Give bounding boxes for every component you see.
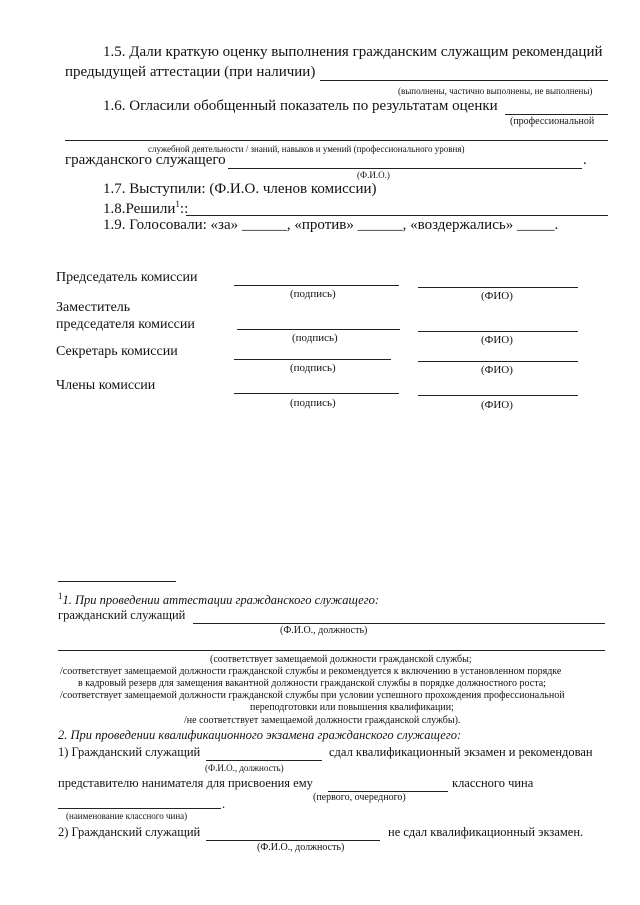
members-name-line[interactable] (418, 395, 578, 396)
item-1-8 (103, 199, 188, 218)
secretary-name-hint: (ФИО) (481, 364, 513, 376)
secretary-label: Секретарь комиссии (56, 344, 178, 359)
deputy-label-1: Заместитель (56, 300, 131, 315)
footnote-1-opt1: (соответствует замещаемой должности гражданской службы; (210, 654, 472, 665)
chair-name-hint: (ФИО) (481, 290, 513, 302)
secretary-sign-line[interactable] (234, 359, 391, 360)
score-field[interactable] (505, 114, 608, 115)
recommendations-field[interactable] (320, 80, 608, 81)
chair-label: Председатель комиссии (56, 270, 198, 285)
footnote-1-hint: (Ф.И.О., должность) (280, 625, 368, 636)
footnote-1-civil: гражданский служащий (58, 608, 186, 622)
item-1-6-hint3: (Ф.И.О.) (357, 170, 390, 180)
footnote-2-l3b: не сдал квалификационный экзамен. (388, 825, 584, 839)
chair-name-line[interactable] (418, 287, 578, 288)
item-1-6-line1: 1.6. Огласили обобщенный показатель по результатам оценки (103, 98, 498, 114)
item-1-9: 1.9. Голосовали: «за» ______, «против» ______, «воздержались» _____. (103, 217, 559, 233)
footnote-2-l2b: классного чина (452, 776, 534, 790)
secretary-sign-hint: (подпись) (290, 362, 336, 374)
footnote-1-name-line[interactable] (193, 623, 605, 624)
employee-name-field[interactable] (228, 168, 582, 169)
footnote-1-num: 1 (58, 591, 63, 601)
footnote-2-hint1: (Ф.И.О., должность) (205, 763, 284, 773)
item-1-8-tail: :: (179, 201, 189, 217)
footnote-1-opt3b: переподготовки или повышения квалификации; (250, 702, 454, 713)
footnote-2-dot: . (222, 797, 226, 811)
deputy-label-2: председателя комиссии (56, 317, 195, 332)
score-field-cont[interactable] (65, 140, 608, 141)
footnote-1-title-text: 1. При проведении аттестации гражданского служащего: (62, 593, 380, 608)
secretary-name-line[interactable] (418, 361, 578, 362)
members-sign-line[interactable] (234, 393, 399, 394)
footnote-2-l2a: представителю нанимателя для присвоения ему (58, 776, 313, 790)
members-name-hint: (ФИО) (481, 399, 513, 411)
item-1-6-end: . (583, 152, 587, 168)
footnote-1-opt2b: в кадровый резерв для замещения вакантной должности гражданской службы в порядке должностного роста; (78, 678, 546, 689)
footnote-ref: 1 (175, 199, 180, 209)
item-1-8-label: 1.8.Решили (103, 201, 176, 217)
footnote-2-name-line-1[interactable] (206, 760, 322, 761)
members-sign-hint: (подпись) (290, 397, 336, 409)
footnote-1-opt3a: /соответствует замещаемой должности гражданской службы при условии успешного прохождения профессиональной (60, 690, 565, 701)
members-label: Члены комиссии (56, 378, 156, 393)
item-1-5-line1: 1.5. Дали краткую оценку выполнения гражданским служащим рекомендаций (103, 44, 603, 60)
item-1-5-line2: предыдущей аттестации (при наличии) (65, 64, 316, 80)
footnote-separator (58, 581, 176, 582)
decision-field[interactable] (186, 215, 608, 216)
footnote-1-opt2a: /соответствует замещаемой должности гражданской службы и рекомендуется к включению в установленном порядке (60, 666, 562, 677)
footnote-2-l1a: 1) Гражданский служащий (58, 745, 201, 759)
footnote-2-hint3: (наименование классного чина) (66, 811, 188, 821)
footnote-2-class-line[interactable] (58, 808, 221, 809)
deputy-sign-hint: (подпись) (292, 332, 338, 344)
item-1-7: 1.7. Выступили: (Ф.И.О. членов комиссии) (103, 181, 377, 197)
chair-sign-line[interactable] (234, 285, 399, 286)
footnote-2-name-line-2[interactable] (206, 840, 380, 841)
footnote-2-hint4: (Ф.И.О., должность) (257, 842, 345, 853)
deputy-name-hint: (ФИО) (481, 334, 513, 346)
footnote-1-result-line[interactable] (58, 650, 605, 651)
deputy-sign-line[interactable] (237, 329, 400, 330)
item-1-6-line3: гражданского служащего (65, 152, 226, 168)
deputy-name-line[interactable] (418, 331, 578, 332)
chair-sign-hint: (подпись) (290, 288, 336, 300)
item-1-6-hint2: служебной деятельности / знаний, навыков и умений (профессионального уровня) (148, 144, 465, 154)
footnote-2-hint2: (первого, очередного) (313, 792, 406, 803)
footnote-2-title: 2. При проведении квалификационного экзамена гражданского служащего: (58, 728, 462, 742)
item-1-6-hint1: (профессиональной (510, 116, 595, 127)
item-1-5-hint: (выполнены, частично выполнены, не выполнены) (398, 86, 593, 96)
footnote-2-l1b: сдал квалификационный экзамен и рекомендован (329, 745, 593, 759)
footnote-2-l3a: 2) Гражданский служащий (58, 825, 201, 839)
footnote-1-title (58, 591, 379, 608)
footnote-1-opt4: /не соответствует замещаемой должности гражданской службы). (184, 715, 461, 726)
